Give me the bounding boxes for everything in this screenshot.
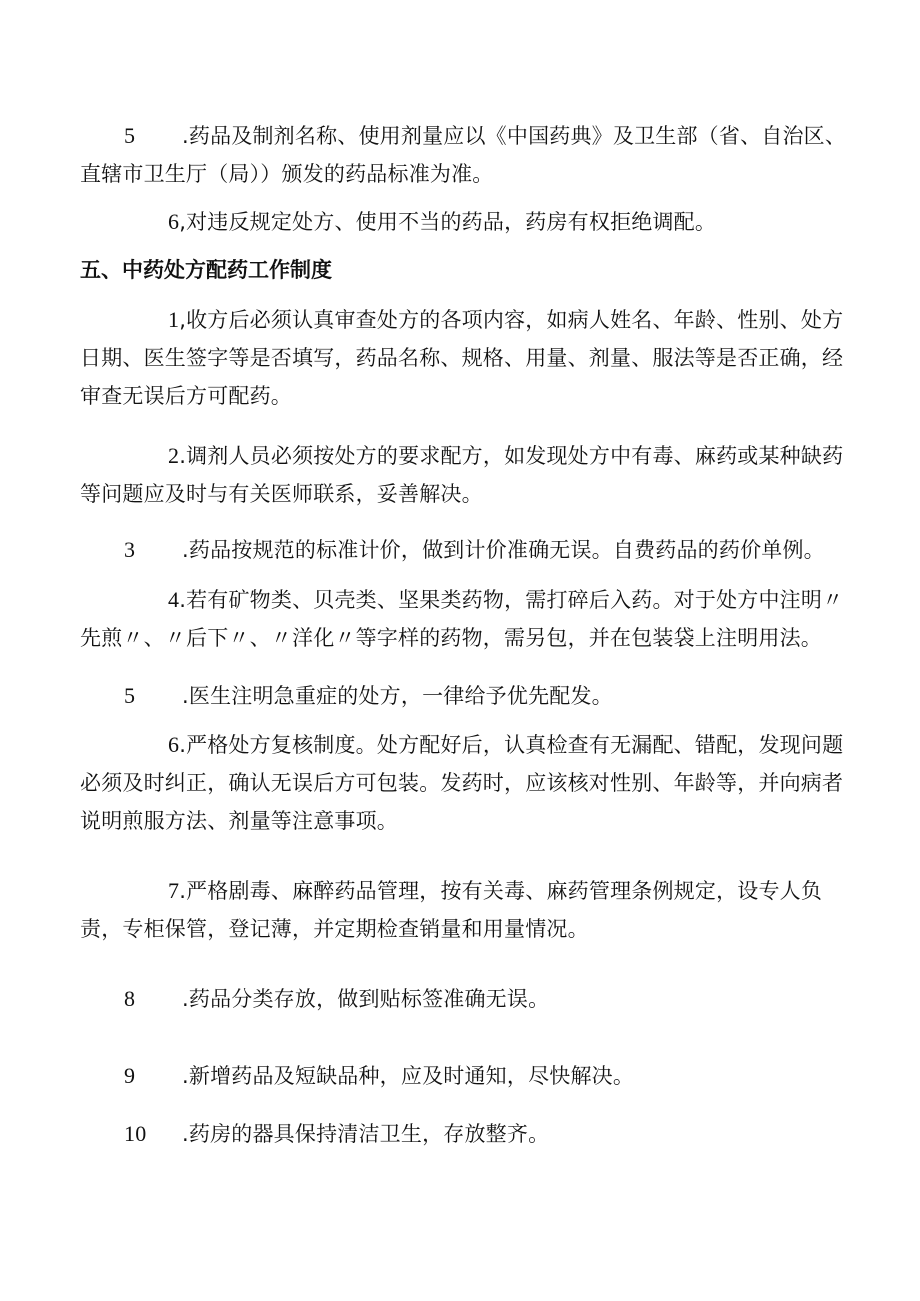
item-9 <box>80 1057 850 1095</box>
item-text: ,收方后必须认真审查处方的各项内容，如病人姓名、年龄、性别、处方日期、医生签字等是否填写，药品名称、规格、用量、剂量、服法等是否正确，经审查无误后方可配药。 <box>80 308 844 408</box>
item-number: 8 <box>124 986 136 1011</box>
paragraph-number: 5 <box>124 123 136 148</box>
item-number: 10 <box>124 1121 147 1146</box>
item-text: .若有矿物类、贝壳类、坚果类药物，需打碎后入药。对于处方中注明〃先煎〃、〃后下〃、〃洋化〃等字样的药物，需另包，并在包装袋上注明用法。 <box>80 588 844 650</box>
item-number: 7 <box>168 878 180 903</box>
item-10 <box>80 1115 850 1153</box>
item-text: .药品按规范的标准计价，做到计价准确无误。自费药品的药价单例。 <box>182 538 825 562</box>
item-number: 6 <box>168 732 180 757</box>
item-text: .新增药品及短缺品种，应及时通知，尽快解决。 <box>182 1064 635 1088</box>
item-number: 4 <box>168 587 180 612</box>
item-text: .严格剧毒、麻醉药品管理，按有关毒、麻药管理条例规定，设专人负责，专柜保管，登记薄，并定期检查销量和用量情况。 <box>80 879 823 941</box>
item-number: 5 <box>124 683 136 708</box>
item-text: .药房的器具保持清洁卫生，存放整齐。 <box>182 1122 550 1146</box>
paragraph-6 <box>80 203 850 241</box>
item-text: .调剂人员必须按处方的要求配方，如发现处方中有毒、麻药或某种缺药等问题应及时与有关医师联系，妥善解决。 <box>80 444 844 506</box>
item-2 <box>80 437 850 513</box>
item-text: .严格处方复核制度。处方配好后，认真检查有无漏配、错配，发现问题必须及时纠正，确认无误后方可包装。发药时，应该核对性别、年龄等，并向病者说明煎服方法、剂量等注意事项。 <box>80 733 844 833</box>
item-number: 9 <box>124 1063 136 1088</box>
item-5 <box>80 677 850 715</box>
paragraph-number: 6 <box>168 209 180 234</box>
item-6 <box>80 726 850 840</box>
item-number: 3 <box>124 537 136 562</box>
item-text: .医生注明急重症的处方，一律给予优先配发。 <box>182 684 613 708</box>
item-text: .药品分类存放，做到贴标签准确无误。 <box>182 987 550 1011</box>
item-8 <box>80 980 850 1018</box>
section-heading: 五、中药处方配药工作制度 <box>80 258 332 282</box>
paragraph-text: .药品及制剂名称、使用剂量应以《中国药典》及卫生部（省、自治区、直辖市卫生厅（局））颁发的药品标准为准。 <box>80 124 847 186</box>
item-7 <box>80 872 850 948</box>
item-4 <box>80 581 850 657</box>
item-number: 1 <box>168 307 180 332</box>
item-1 <box>80 301 850 415</box>
paragraph-text: ,对违反规定处方、使用不当的药品，药房有权拒绝调配。 <box>179 210 717 234</box>
paragraph-5 <box>80 117 850 193</box>
item-3 <box>80 531 850 569</box>
item-number: 2 <box>168 443 180 468</box>
